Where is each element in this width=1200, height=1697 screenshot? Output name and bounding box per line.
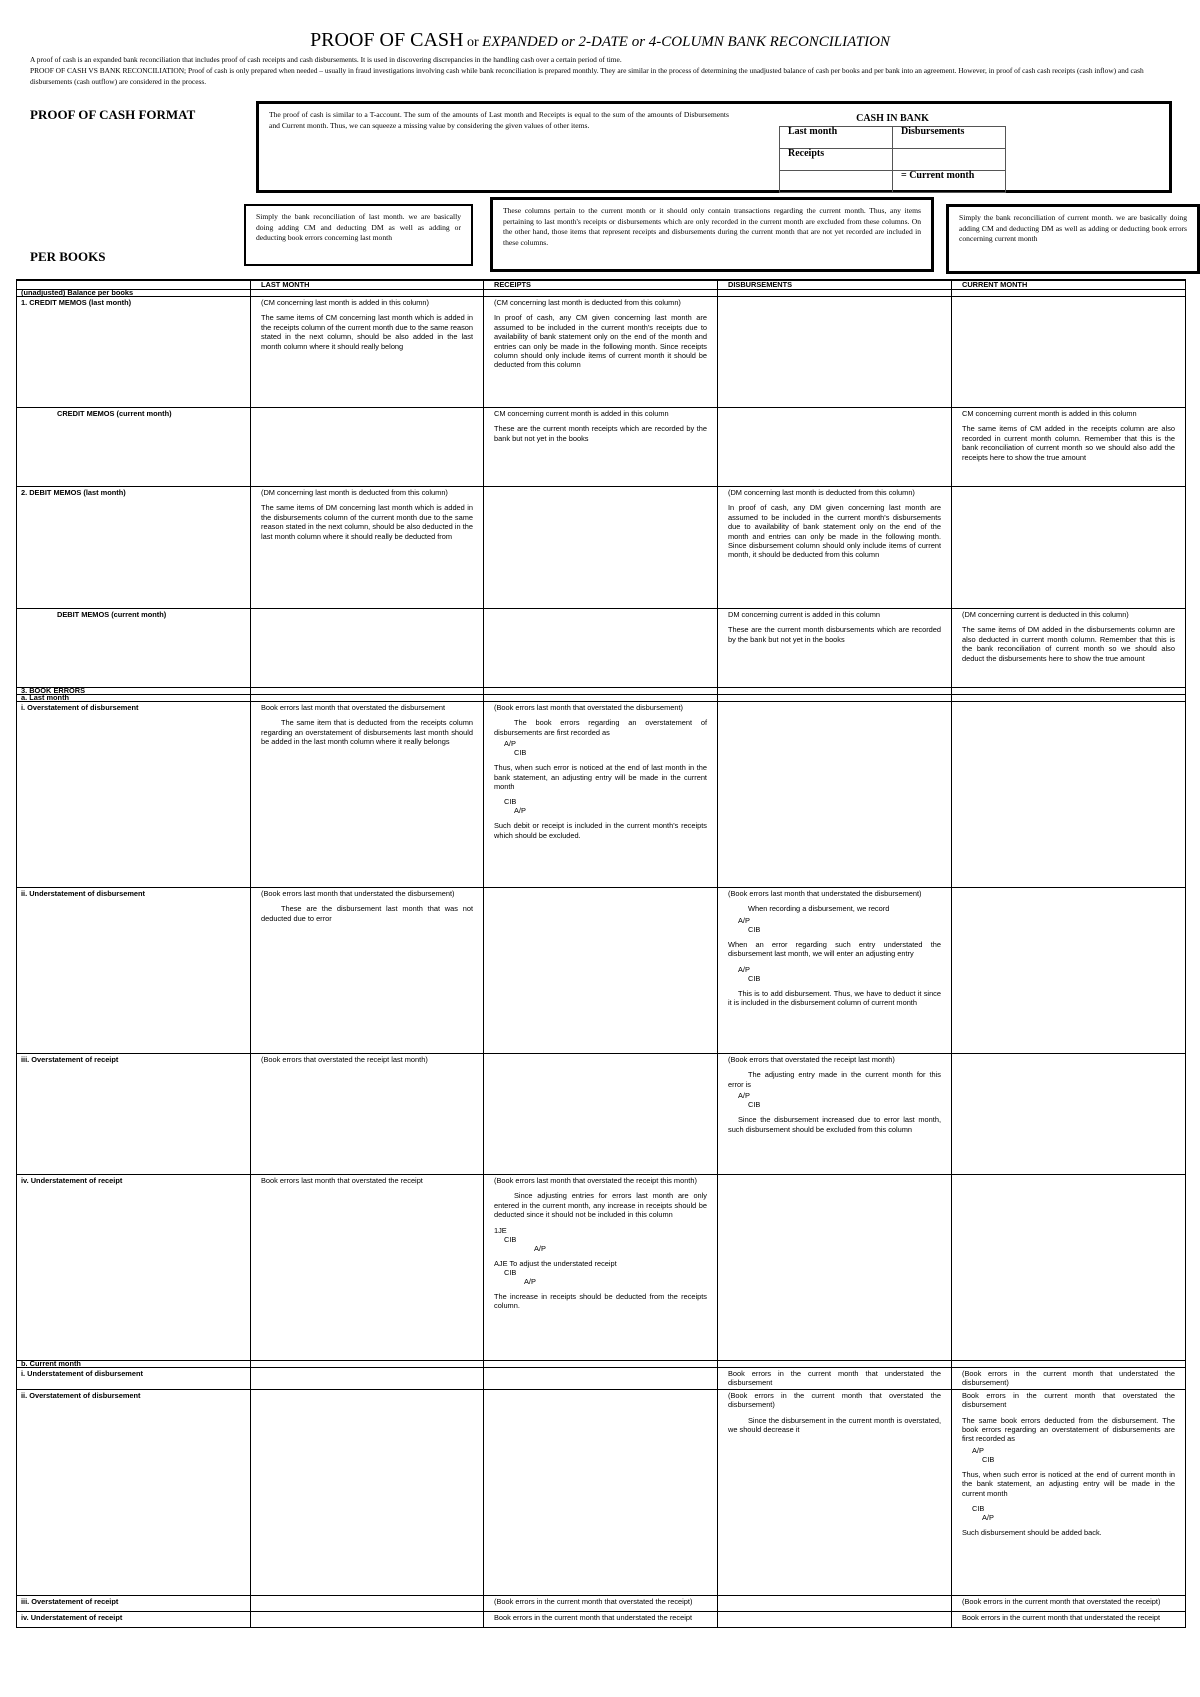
cell-text: CM concerning current month is added in this column bbox=[494, 409, 669, 418]
cell-text: These are the disbursement last month that was not deducted due to error bbox=[261, 904, 473, 923]
note-current-month: Simply the bank reconciliation of current month. we are basically doing adding CM and deducting DM as well as adding or deducting book errors concerning current month bbox=[946, 204, 1200, 274]
journal-debit: CIB bbox=[504, 797, 517, 807]
cell-text: (Book errors that overstated the receipt last month) bbox=[728, 1055, 895, 1064]
journal-credit: CIB bbox=[748, 973, 761, 983]
cell-text: CM concerning current month is added in this column bbox=[962, 409, 1137, 418]
cell-text: (CM concerning last month is added in this column) bbox=[261, 298, 430, 307]
cell-text: This is to add disbursement. Thus, we have to deduct it since it is included in the disbursement column of current month bbox=[728, 988, 941, 1008]
page-title bbox=[0, 27, 1200, 56]
note-current-columns: These columns pertain to the current month or it should only contain transactions regarding the current month. Thus, any items pertaining to last month's receipts or disbursements which are only recorded in the current month are excluded from these columns. On the other hand, those items that represent receipts and disbursements during the current month that are not yet recorded are included in these columns. bbox=[490, 197, 934, 272]
cell-text: (Book errors in the current month that overstated the disbursement) bbox=[728, 1390, 941, 1410]
cell-text: Book errors last month that overstated the disbursement bbox=[261, 703, 446, 712]
cell-text: (DM concerning last month is deducted from this column) bbox=[728, 488, 915, 497]
row-under-rec-last-label: iv. Understatement of receipt bbox=[17, 1175, 251, 1361]
journal-debit: A/P bbox=[738, 915, 750, 925]
cell-text: DM concerning current is added in this column bbox=[728, 610, 880, 619]
cell-text: When an error regarding such entry understated the disbursement last month, we will enter an adjusting entry bbox=[728, 939, 941, 959]
cash-in-bank-t-account bbox=[779, 114, 1006, 193]
cell-text: In proof of cash, any DM given concerning last month are assumed to be included in the current month's disbursements due to availability of bank statement only on the end of the month and entries can only be made in the following month. Since disbursement column should only include items of current month, it should be deducted from this column bbox=[728, 503, 941, 560]
cell-text: (CM concerning last month is deducted from this column) bbox=[494, 298, 681, 307]
row-under-disb-curr-label: i. Understatement of disbursement bbox=[17, 1368, 251, 1390]
cell-text: (Book errors that overstated the receipt last month) bbox=[261, 1055, 428, 1064]
cell-text: The same items of CM concerning last month which is added in the receipts column of the current month due to the same reason stated in the next column, should be also added in the last month column where it should really belong bbox=[261, 313, 473, 351]
journal-debit: CIB bbox=[972, 1504, 985, 1514]
proof-of-cash-table bbox=[16, 279, 1186, 1628]
title-or: or bbox=[463, 35, 483, 50]
intro-text bbox=[30, 54, 1185, 87]
title-main: PROOF OF CASH bbox=[310, 29, 464, 51]
cell-text: The same book errors deducted from the disbursement. The book errors regarding an overstatement of disbursements are first recorded as bbox=[962, 1415, 1175, 1444]
row-book-errors-label: 3. BOOK ERRORS bbox=[17, 688, 251, 695]
cell-text: (Book errors last month that understated the disbursement) bbox=[728, 889, 922, 898]
cell-text: The same items of DM added in the disbursements column are also deducted in current month column. Remember that this is the bank reconciliation of current month so we should also deduct the disbursements here to show the true amount bbox=[962, 625, 1175, 663]
cell-text: (Book errors last month that overstated the disbursement) bbox=[494, 703, 683, 712]
journal-credit: CIB bbox=[748, 924, 761, 934]
journal-credit: A/P bbox=[524, 1276, 536, 1286]
row-b-current-month-label: b. Current month bbox=[17, 1361, 251, 1368]
journal-credit: CIB bbox=[514, 748, 527, 758]
format-description: The proof of cash is similar to a T-account. The sum of the amounts of Last month and Receipts is equal to the sum of the amounts of Disbursements and Current month. Thus, we can squeeze a missing value by considering the given values of other items. bbox=[269, 110, 729, 130]
journal-debit: A/P bbox=[738, 964, 750, 974]
table-row bbox=[17, 297, 1186, 408]
header-receipts: RECEIPTS bbox=[484, 280, 718, 290]
journal-debit: A/P bbox=[738, 1091, 750, 1101]
table-row bbox=[17, 1595, 1186, 1611]
row-over-rec-last-label: iii. Overstatement of receipt bbox=[17, 1054, 251, 1175]
cell-text: The same items of CM added in the receipts column are also recorded in current month column. Remember that this is the bank reconciliation of current month so we should also add the receipts here to show the true amount bbox=[962, 424, 1175, 462]
t-account-last-month: Last month bbox=[780, 126, 893, 148]
t-account-title: CASH IN BANK bbox=[856, 113, 929, 124]
cell-text: Such debit or receipt is included in the current month's receipts which should be excluded. bbox=[494, 821, 707, 840]
note-last-month: Simply the bank reconciliation of last month. we are basically doing adding CM and deducting DM as well as adding or deducting book errors concerning last month bbox=[244, 204, 473, 266]
row-over-rec-curr-label: iii. Overstatement of receipt bbox=[17, 1595, 251, 1611]
cell-text: These are the current month receipts which are recorded by the bank but not yet in the books bbox=[494, 424, 707, 443]
journal-debit: A/P bbox=[504, 739, 516, 749]
cell-text: (Book errors in the current month that overstated the receipt) bbox=[962, 1596, 1161, 1606]
cell-text: Book errors in the current month that understated the receipt bbox=[962, 1612, 1161, 1622]
table-row bbox=[17, 408, 1186, 487]
header-current-month: CURRENT MONTH bbox=[952, 280, 1186, 290]
cell-text: These are the current month disbursements which are recorded by the bank but not yet in the books bbox=[728, 625, 941, 644]
table-row bbox=[17, 1389, 1186, 1595]
table-row bbox=[17, 487, 1186, 609]
cell-text: (DM concerning current is deducted in this column) bbox=[962, 610, 1129, 619]
table-row bbox=[17, 1611, 1186, 1627]
cell-text: Book errors in the current month that overstated the disbursement bbox=[962, 1390, 1175, 1410]
format-heading: PROOF OF CASH FORMAT bbox=[30, 107, 196, 122]
journal-debit: CIB bbox=[504, 1234, 517, 1244]
cell-text: Book errors in the current month that understated the receipt bbox=[494, 1612, 693, 1622]
cell-text: The book errors regarding an overstatement of disbursements are first recorded as bbox=[494, 718, 707, 737]
cell-text: The same item that is deducted from the receipts column regarding an overstatement of disbursements last month should be added in the last month column where it really belongs bbox=[261, 718, 473, 747]
journal-credit: CIB bbox=[982, 1454, 995, 1464]
journal-debit: CIB bbox=[504, 1267, 517, 1277]
cell-text: Since the disbursement in the current month is overstated, we should decrease it bbox=[728, 1415, 941, 1435]
cell-text: Thus, when such error is noticed at the end of current month in the bank statement, an adjusting entry will be made in the current month bbox=[962, 1469, 1175, 1498]
cell-text: (Book errors last month that understated the disbursement) bbox=[261, 889, 455, 898]
table-row bbox=[17, 1368, 1186, 1390]
cell-text: Since the disbursement increased due to error last month, such disbursement should be excluded from this column bbox=[728, 1115, 941, 1134]
row-under-rec-curr-label: iv. Understatement of receipt bbox=[17, 1611, 251, 1627]
row-a-last-month-label: a. Last month bbox=[17, 695, 251, 702]
per-books-heading: PER BOOKS bbox=[30, 249, 106, 264]
cell-text: When recording a disbursement, we record bbox=[748, 904, 890, 914]
row-unadjusted-label: (unadjusted) Balance per books bbox=[17, 290, 251, 297]
cell-text: Book errors in the current month that understated the disbursement bbox=[728, 1369, 941, 1388]
cell-text: (Book errors in the current month that overstated the receipt) bbox=[494, 1596, 693, 1606]
row-dm-last-label: 2. DEBIT MEMOS (last month) bbox=[17, 487, 251, 609]
journal-credit: A/P bbox=[514, 806, 526, 816]
header-last-month: LAST MONTH bbox=[251, 280, 484, 290]
journal-label: AJE To adjust the understated receipt bbox=[494, 1258, 617, 1268]
header-disbursements: DISBURSEMENTS bbox=[718, 280, 952, 290]
t-account-disbursements: Disbursements bbox=[893, 126, 1006, 148]
t-account-receipts: Receipts bbox=[780, 148, 893, 170]
journal-credit: A/P bbox=[534, 1243, 546, 1253]
cell-text: (Book errors last month that overstated the receipt this month) bbox=[494, 1176, 697, 1185]
cell-text: Thus, when such error is noticed at the end of last month in the bank statement, an adjusting entry will be made in the current month bbox=[494, 763, 707, 792]
table-row bbox=[17, 888, 1186, 1054]
format-box bbox=[256, 101, 1172, 193]
table-row bbox=[17, 609, 1186, 688]
cell-text: In proof of cash, any CM given concerning last month are assumed to be included in the current month's receipts due to availability of bank statement only on the end of the month and entries can only be made in the following month. Since receipts column should only include items of current month it should be deducted from this column bbox=[494, 313, 707, 370]
row-under-disb-last-label: ii. Understatement of disbursement bbox=[17, 888, 251, 1054]
title-alt: EXPANDED or 2-DATE or 4-COLUMN BANK RECONCILIATION bbox=[482, 34, 890, 50]
row-over-disb-last-label: i. Overstatement of disbursement bbox=[17, 702, 251, 888]
cell-text: Such disbursement should be added back. bbox=[962, 1528, 1102, 1538]
t-account-current-month: = Current month bbox=[893, 170, 1006, 192]
journal-credit: A/P bbox=[982, 1513, 994, 1523]
intro-line-1: A proof of cash is an expanded bank reconciliation that includes proof of cash receipts and cash disbursements. It is used in discovering discrepancies in the handling cash over a certain period of time. bbox=[30, 55, 622, 64]
cell-text: (DM concerning last month is deducted from this column) bbox=[261, 488, 448, 497]
table-row bbox=[17, 1054, 1186, 1175]
journal-debit: A/P bbox=[972, 1445, 984, 1455]
row-cm-current-label: CREDIT MEMOS (current month) bbox=[17, 408, 251, 487]
row-over-disb-curr-label: ii. Overstatement of disbursement bbox=[17, 1389, 251, 1595]
table-row bbox=[17, 1175, 1186, 1361]
journal-label: 1JE bbox=[494, 1225, 507, 1235]
cell-text: The same items of DM concerning last month which is added in the disbursements column of the current month due to the same reason stated in the next column, should be also deducted in the last month column where it should really be deducted from bbox=[261, 503, 473, 541]
cell-text: Since adjusting entries for errors last month are only entered in the current month, any increase in receipts should be deducted since it should not be included in this column bbox=[494, 1191, 707, 1220]
journal-credit: CIB bbox=[748, 1100, 761, 1110]
row-dm-current-label: DEBIT MEMOS (current month) bbox=[17, 609, 251, 688]
row-cm-last-label: 1. CREDIT MEMOS (last month) bbox=[17, 297, 251, 408]
intro-line-2: PROOF OF CASH VS BANK RECONCILIATION; Proof of cash is only prepared when needed – usually in fraud investigations involving cash while bank reconciliation is prepared monthly. They are similar in the process of determining the unadjusted balance of cash per books and per bank into an agreement. However, in proof of cash cash receipts (cash inflow) and cash disbursements (cash outflow) are considered in the process. bbox=[30, 66, 1144, 86]
table-row bbox=[17, 702, 1186, 888]
cell-text: Book errors last month that overstated the receipt bbox=[261, 1176, 423, 1185]
cell-text: (Book errors in the current month that understated the disbursement) bbox=[962, 1369, 1175, 1388]
cell-text: The increase in receipts should be deducted from the receipts column. bbox=[494, 1291, 707, 1311]
cell-text: The adjusting entry made in the current month for this error is bbox=[728, 1070, 941, 1089]
